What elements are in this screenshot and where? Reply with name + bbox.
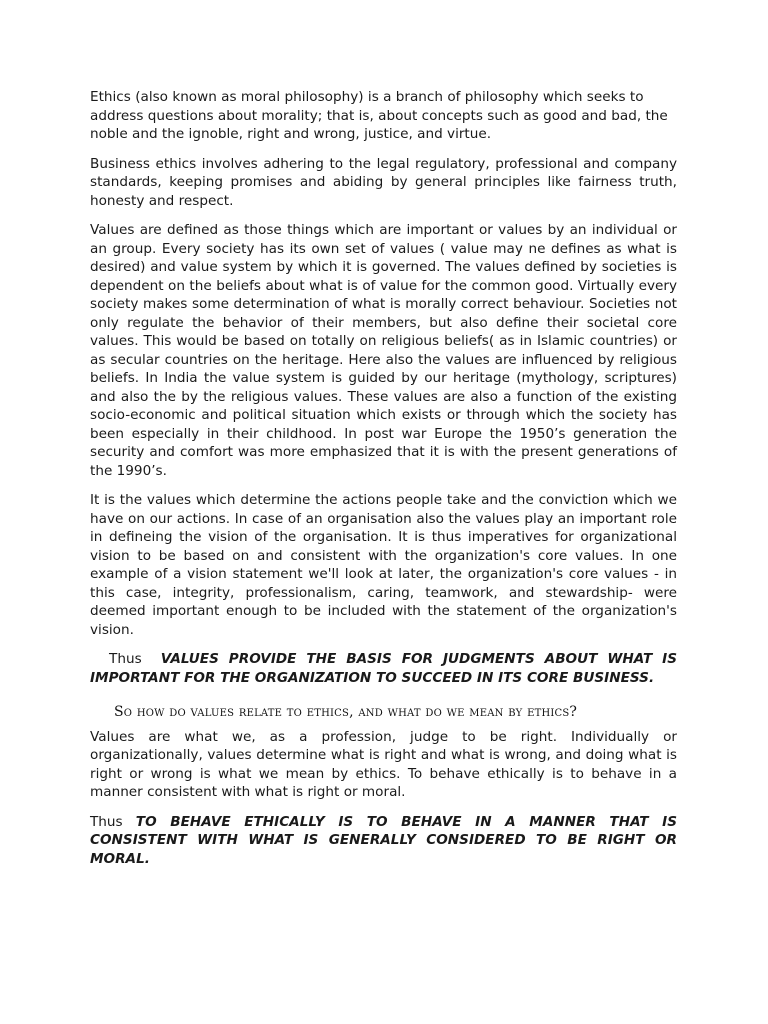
paragraph-values-actions: It is the values which determine the actions people take and the conviction which we have on our actions. In case of an organisation also the values play an important role in defineing the vision of the organisation. It is thus imperatives for organizational vision to be based on and consistent with the organization's core values. In one example of a vision statement we'll look at later, the organization's core values - in this case, integrity, professionalism, caring, teamwork, and stewardship- were deemed important enough to be included with the statement of the organization's vision. — [90, 492, 677, 638]
section-heading: So how do values relate to ethics, and what do we mean by ethics? — [114, 704, 578, 720]
paragraph-values-definition: Values are defined as those things which are important or values by an individual or an group. Every society has its own set of values ( value may ne defines as what is desired) and value system by which it is governed. The values defined by societies is dependent on the beliefs about what is of value for the common good. Virtually every society makes some determination of what is morally correct behaviour. Societies not only regulate the behavior of their members, but also define their societal core values. This would be based on totally on religious beliefs( as in Islamic countries) or as secular countries on the heritage. Here also the values are influenced by religious beliefs. In India the value system is guided by our heritage (mythology, scriptures) and also the by the religious values. These values are also a function of the existing socio-economic and political situation which exists or through which the society has been especially in their childhood. In post war Europe the 1950’s generation the security and comfort was more emphasized that it is with the present generations of the 1990’s. — [90, 222, 677, 479]
paragraph-values-ethics: Values are what we, as a profession, judge to be right. Individually or organizationally, values determine what is right and what is wrong, and doing what is right or wrong is what we mean by ethics. To behave ethically is to behave in a manner consistent with what is right or moral. — [90, 728, 677, 800]
paragraph-business-ethics: Business ethics involves adhering to the legal regulatory, professional and company standards, keeping promises and abiding by general principles like fairness truth, honesty and respect. — [90, 155, 677, 209]
emphasis-statement: TO BEHAVE ETHICALLY IS TO BEHAVE IN A MANNER THAT IS CONSISTENT WITH WHAT IS GENERALLY CONSIDERED TO BE RIGHT OR MORAL. — [90, 813, 677, 867]
emphasis-statement: VALUES PROVIDE THE BASIS FOR JUDGMENTS ABOUT WHAT IS IMPORTANT FOR THE ORGANIZATION TO SUCCEED IN ITS CORE BUSINESS. — [90, 651, 678, 686]
emphasis-lead: Thus — [90, 651, 161, 667]
emphasis-lead: Thus — [90, 813, 136, 830]
emphasis-values-basis — [90, 650, 677, 687]
emphasis-behave-ethically — [90, 813, 677, 869]
paragraph-ethics-definition: Ethics (also known as moral philosophy) is a branch of philosophy which seeks to address questions about morality; that is, about concepts such as good and bad, the noble and the ignoble, right and wrong, justice, and virtue. — [90, 89, 668, 142]
document-page — [90, 88, 677, 884]
